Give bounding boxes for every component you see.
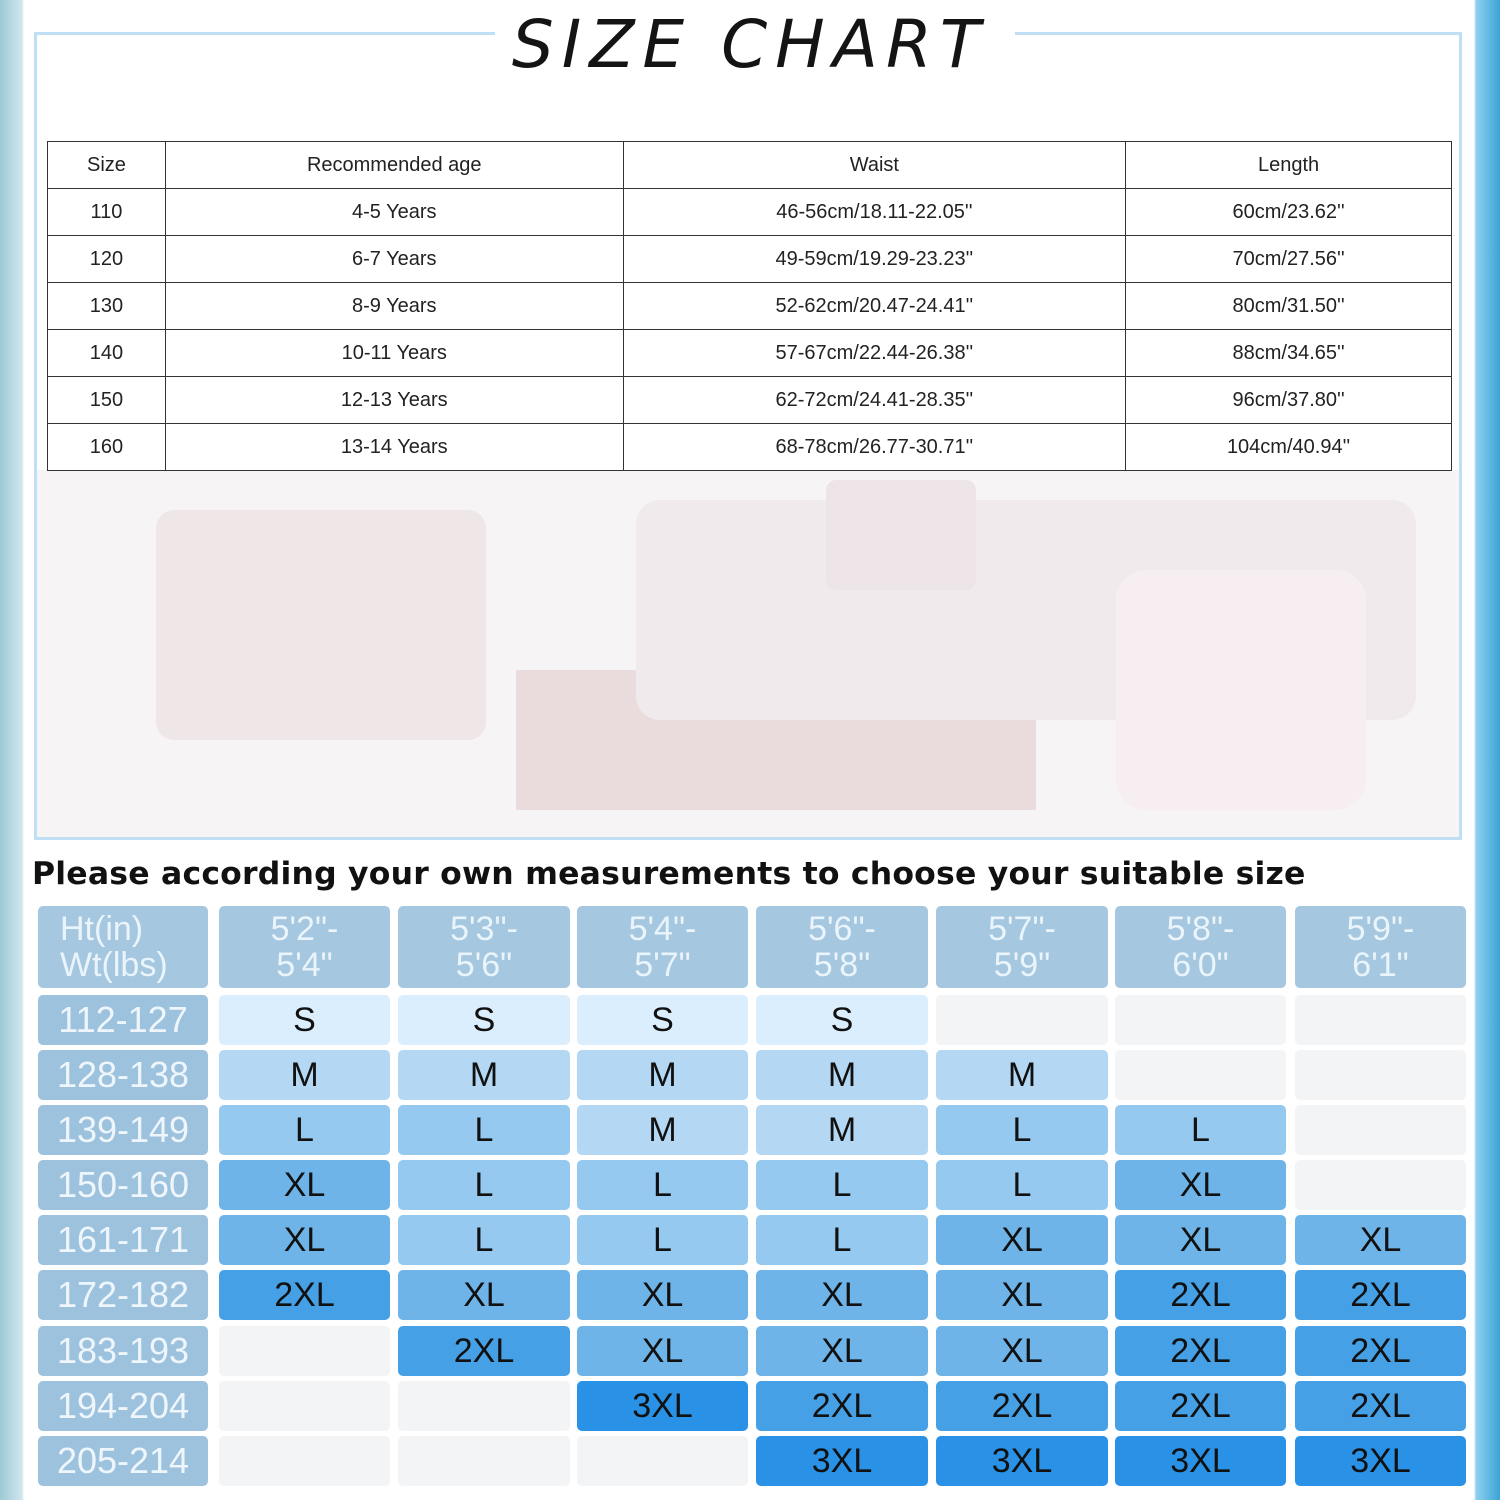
size-cell bbox=[398, 1381, 570, 1431]
fit_chart.heights.6-line-2: 6'1" bbox=[1352, 946, 1409, 984]
table-row bbox=[48, 424, 1452, 471]
size-cell: M bbox=[756, 1050, 928, 1100]
cell-age: 10-11 Years bbox=[165, 330, 623, 377]
cell-size: 130 bbox=[48, 283, 166, 330]
size-cell: XL bbox=[936, 1326, 1108, 1376]
size-cell: L bbox=[398, 1215, 570, 1265]
cell-length: 60cm/23.62'' bbox=[1126, 189, 1452, 236]
weight-label: 205-214 bbox=[38, 1436, 208, 1486]
table-row bbox=[48, 283, 1452, 330]
cell-waist: 49-59cm/19.29-23.23'' bbox=[623, 236, 1126, 283]
weight-label: 139-149 bbox=[38, 1105, 208, 1155]
fit_chart.heights.4-line-2: 5'9" bbox=[993, 946, 1051, 984]
fit_chart.corner-line-2: Wt(lbs) bbox=[60, 946, 168, 984]
cell-waist: 62-72cm/24.41-28.35'' bbox=[623, 377, 1126, 424]
table-row bbox=[48, 236, 1452, 283]
size-cell: XL bbox=[219, 1160, 390, 1210]
size-cell: 3XL bbox=[1295, 1436, 1466, 1486]
size-cell: 2XL bbox=[936, 1381, 1108, 1431]
weight-label: 150-160 bbox=[38, 1160, 208, 1210]
cell-size: 110 bbox=[48, 189, 166, 236]
size-cell: M bbox=[398, 1050, 570, 1100]
size-cell: 3XL bbox=[1115, 1436, 1286, 1486]
height-header bbox=[936, 906, 1108, 988]
size-cell: XL bbox=[1115, 1215, 1286, 1265]
size-cell: 2XL bbox=[1295, 1381, 1466, 1431]
cell-size: 120 bbox=[48, 236, 166, 283]
weight-label: 172-182 bbox=[38, 1270, 208, 1320]
size-cell bbox=[219, 1436, 390, 1486]
header-length: Length bbox=[1126, 142, 1452, 189]
size-cell: 2XL bbox=[398, 1326, 570, 1376]
size-cell bbox=[577, 1436, 748, 1486]
table-row bbox=[48, 377, 1452, 424]
fit_chart.heights.2-line-2: 5'7" bbox=[634, 946, 691, 984]
height-header bbox=[219, 906, 390, 988]
fit_chart.heights.4-line-1: 5'7"- bbox=[988, 910, 1056, 948]
cell-length: 104cm/40.94'' bbox=[1126, 424, 1452, 471]
weight-label: 112-127 bbox=[38, 995, 208, 1045]
fit_chart.heights.1-line-1: 5'3"- bbox=[450, 910, 518, 948]
height-header bbox=[1115, 906, 1286, 988]
fit_chart.heights.0-line-1: 5'2"- bbox=[270, 910, 339, 948]
size-cell bbox=[1295, 1105, 1466, 1155]
weight-label: 194-204 bbox=[38, 1381, 208, 1431]
height-header bbox=[1295, 906, 1466, 988]
size-cell bbox=[398, 1436, 570, 1486]
size-cell: M bbox=[577, 1050, 748, 1100]
header-size: Size bbox=[48, 142, 166, 189]
size-cell bbox=[1295, 1160, 1466, 1210]
header-recommended-age: Recommended age bbox=[165, 142, 623, 189]
size-cell: 3XL bbox=[756, 1436, 928, 1486]
armchair bbox=[156, 510, 486, 740]
size-advice-text: Please according your own measurements to choose your suitable size bbox=[32, 856, 1306, 892]
size-cell: L bbox=[936, 1105, 1108, 1155]
corner-header bbox=[38, 906, 208, 988]
size-cell: M bbox=[936, 1050, 1108, 1100]
cushion bbox=[826, 480, 976, 590]
height-header bbox=[756, 906, 928, 988]
size-cell bbox=[1295, 995, 1466, 1045]
size-cell: XL bbox=[1295, 1215, 1466, 1265]
fit_chart.heights.5-line-2: 6'0" bbox=[1172, 946, 1229, 984]
header-waist: Waist bbox=[623, 142, 1126, 189]
size-cell: 2XL bbox=[1295, 1326, 1466, 1376]
fit_chart.heights.6-line-1: 5'9"- bbox=[1346, 910, 1415, 948]
table-row bbox=[48, 330, 1452, 377]
size-cell: M bbox=[219, 1050, 390, 1100]
size-cell: S bbox=[398, 995, 570, 1045]
size-cell: XL bbox=[577, 1270, 748, 1320]
size-cell: M bbox=[756, 1105, 928, 1155]
cell-age: 12-13 Years bbox=[165, 377, 623, 424]
size-table bbox=[47, 141, 1452, 471]
fit_chart.heights.5-line-1: 5'8"- bbox=[1166, 910, 1235, 948]
size-cell: S bbox=[756, 995, 928, 1045]
size-cell: XL bbox=[936, 1270, 1108, 1320]
fit_chart.corner-line-1: Ht(in) bbox=[60, 910, 144, 948]
size-cell: XL bbox=[756, 1270, 928, 1320]
size-cell: M bbox=[577, 1105, 748, 1155]
throw-blanket bbox=[1116, 570, 1366, 810]
size-cell: 3XL bbox=[936, 1436, 1108, 1486]
cell-waist: 57-67cm/22.44-26.38'' bbox=[623, 330, 1126, 377]
size-cell: 2XL bbox=[1115, 1270, 1286, 1320]
fit_chart.heights.0-line-2: 5'4" bbox=[276, 946, 333, 984]
table-row bbox=[48, 189, 1452, 236]
weight-label: 161-171 bbox=[38, 1215, 208, 1265]
size-cell: S bbox=[219, 995, 390, 1045]
page-title: SIZE CHART bbox=[511, 6, 989, 83]
fit_chart.heights.2-line-1: 5'4"- bbox=[628, 910, 697, 948]
size-cell bbox=[936, 995, 1108, 1045]
cell-size: 150 bbox=[48, 377, 166, 424]
size-cell bbox=[219, 1326, 390, 1376]
cell-length: 70cm/27.56'' bbox=[1126, 236, 1452, 283]
cell-waist: 52-62cm/20.47-24.41'' bbox=[623, 283, 1126, 330]
weight-label: 128-138 bbox=[38, 1050, 208, 1100]
size-cell: L bbox=[756, 1160, 928, 1210]
size-cell: 2XL bbox=[1295, 1270, 1466, 1320]
size-cell: XL bbox=[398, 1270, 570, 1320]
size-cell: XL bbox=[577, 1326, 748, 1376]
size-cell: 3XL bbox=[577, 1381, 748, 1431]
cell-length: 80cm/31.50'' bbox=[1126, 283, 1452, 330]
size-cell: L bbox=[756, 1215, 928, 1265]
cell-age: 4-5 Years bbox=[165, 189, 623, 236]
size-cell: L bbox=[219, 1105, 390, 1155]
fit_chart.heights.3-line-2: 5'8" bbox=[813, 946, 871, 984]
cell-waist: 46-56cm/18.11-22.05'' bbox=[623, 189, 1126, 236]
size-cell: L bbox=[577, 1215, 748, 1265]
cell-length: 88cm/34.65'' bbox=[1126, 330, 1452, 377]
size-cell: 2XL bbox=[1115, 1326, 1286, 1376]
height-header bbox=[577, 906, 748, 988]
size-cell: L bbox=[398, 1160, 570, 1210]
cell-age: 8-9 Years bbox=[165, 283, 623, 330]
size-table-header-row bbox=[48, 142, 1452, 189]
size-cell: 2XL bbox=[219, 1270, 390, 1320]
size-cell: XL bbox=[1115, 1160, 1286, 1210]
cell-age: 6-7 Years bbox=[165, 236, 623, 283]
size-cell: L bbox=[398, 1105, 570, 1155]
background-room-illustration bbox=[36, 470, 1462, 840]
cell-length: 96cm/37.80'' bbox=[1126, 377, 1452, 424]
size-cell: L bbox=[1115, 1105, 1286, 1155]
size-cell bbox=[1115, 1050, 1286, 1100]
size-cell: 2XL bbox=[756, 1381, 928, 1431]
height-header bbox=[398, 906, 570, 988]
size-cell: L bbox=[577, 1160, 748, 1210]
size-cell bbox=[1295, 1050, 1466, 1100]
cell-age: 13-14 Years bbox=[165, 424, 623, 471]
size-cell bbox=[1115, 995, 1286, 1045]
size-cell: 2XL bbox=[1115, 1381, 1286, 1431]
size-cell bbox=[219, 1381, 390, 1431]
weight-label: 183-193 bbox=[38, 1326, 208, 1376]
size-cell: S bbox=[577, 995, 748, 1045]
fit_chart.heights.1-line-2: 5'6" bbox=[455, 946, 513, 984]
cell-size: 140 bbox=[48, 330, 166, 377]
size-cell: XL bbox=[756, 1326, 928, 1376]
size-cell: XL bbox=[219, 1215, 390, 1265]
size-cell: L bbox=[936, 1160, 1108, 1210]
cell-waist: 68-78cm/26.77-30.71'' bbox=[623, 424, 1126, 471]
fit_chart.heights.3-line-1: 5'6"- bbox=[808, 910, 876, 948]
size-cell: XL bbox=[936, 1215, 1108, 1265]
cell-size: 160 bbox=[48, 424, 166, 471]
